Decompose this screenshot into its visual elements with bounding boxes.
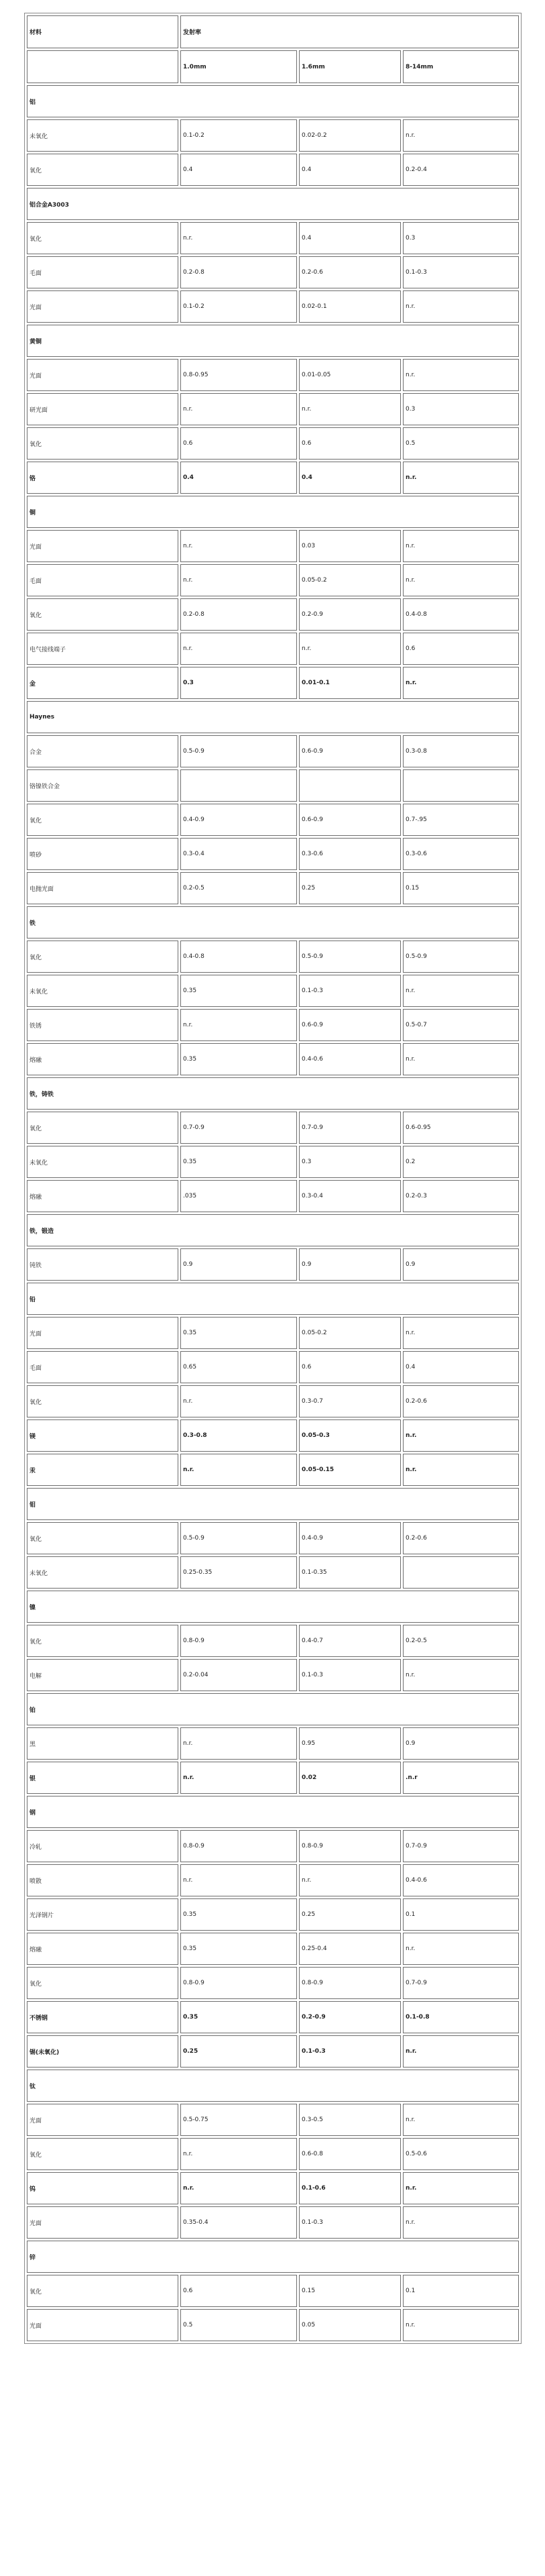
emissivity-value: n.r. xyxy=(299,393,401,425)
table-row xyxy=(27,2035,519,2068)
table-row xyxy=(27,1180,519,1212)
material-label: 熔融 xyxy=(27,1933,178,1965)
emissivity-value: 0.6-0.9 xyxy=(299,735,401,767)
emissivity-value: 0.3-0.8 xyxy=(403,735,519,767)
material-label: 电抛光面 xyxy=(27,872,178,904)
material-group-row xyxy=(27,188,519,220)
table-row xyxy=(27,1659,519,1691)
material-group-label: 钛 xyxy=(27,2070,519,2102)
material-label: 黑 xyxy=(27,1727,178,1760)
emissivity-value: n.r. xyxy=(180,1727,297,1760)
table-row xyxy=(27,154,519,186)
emissivity-value: 0.6-0.9 xyxy=(299,804,401,836)
emissivity-value: 0.2-0.4 xyxy=(403,154,519,186)
emissivity-value: 0.7-0.9 xyxy=(180,1112,297,1144)
emissivity-value: n.r. xyxy=(299,633,401,665)
material-label: 未氧化 xyxy=(27,1146,178,1178)
emissivity-value: 0.7-0.9 xyxy=(403,1830,519,1862)
table-row xyxy=(27,2172,519,2204)
table-row xyxy=(27,462,519,494)
material-group-label: 铝合金A3003 xyxy=(27,188,519,220)
emissivity-value: 0.5-0.9 xyxy=(180,1522,297,1554)
material-label: 氧化 xyxy=(27,427,178,460)
table-row xyxy=(27,1317,519,1349)
emissivity-value: 0.1-0.8 xyxy=(403,2001,519,2033)
emissivity-value: 0.1-0.3 xyxy=(299,2206,401,2239)
material-group-label: 铁 xyxy=(27,906,519,938)
material-group-row xyxy=(27,1214,519,1246)
emissivity-value: 0.9 xyxy=(403,1248,519,1281)
emissivity-value: 0.25 xyxy=(299,1898,401,1931)
material-label: 光面 xyxy=(27,290,178,323)
emissivity-value: 0.4 xyxy=(299,154,401,186)
emissivity-value: 0.03 xyxy=(299,530,401,562)
emissivity-value: 0.25 xyxy=(299,872,401,904)
table-row xyxy=(27,1351,519,1383)
material-label: 铁锈 xyxy=(27,1009,178,1041)
emissivity-value: 0.35 xyxy=(180,1317,297,1349)
emissivity-value: 0.3-0.5 xyxy=(299,2104,401,2136)
material-label: 汞 xyxy=(27,1454,178,1486)
material-label: 氧化 xyxy=(27,598,178,631)
material-label: 不锈钢 xyxy=(27,2001,178,2033)
material-group-label: 铂 xyxy=(27,1693,519,1725)
wavelength-header-1: 1.0mm xyxy=(180,50,297,83)
table-row xyxy=(27,530,519,562)
material-group-row xyxy=(27,906,519,938)
table-row xyxy=(27,1385,519,1417)
emissivity-value: 0.35 xyxy=(180,1933,297,1965)
material-group-row xyxy=(27,85,519,117)
emissivity-value: 0.2-0.6 xyxy=(299,256,401,288)
emissivity-value: 0.6 xyxy=(180,427,297,460)
material-label: 研光面 xyxy=(27,393,178,425)
emissivity-value: 0.2-0.6 xyxy=(403,1385,519,1417)
emissivity-value: 0.2-0.6 xyxy=(403,1522,519,1554)
material-label: 氧化 xyxy=(27,1112,178,1144)
material-group-row xyxy=(27,496,519,528)
table-row xyxy=(27,1248,519,1281)
emissivity-value: n.r. xyxy=(180,222,297,254)
material-label: 电解 xyxy=(27,1659,178,1691)
table-row xyxy=(27,1556,519,1589)
emissivity-value: n.r. xyxy=(403,462,519,494)
emissivity-value: 0.2-0.9 xyxy=(299,2001,401,2033)
table-row xyxy=(27,564,519,596)
emissivity-value: 0.1-0.2 xyxy=(180,119,297,152)
material-label: 氧化 xyxy=(27,2138,178,2170)
material-group-row xyxy=(27,1077,519,1110)
emissivity-value: 0.4-0.6 xyxy=(299,1043,401,1075)
material-label: 光泽钢片 xyxy=(27,1898,178,1931)
material-label: 毛面 xyxy=(27,256,178,288)
emissivity-value: 0.4-0.6 xyxy=(403,1864,519,1896)
emissivity-value: n.r. xyxy=(180,1762,297,1794)
emissivity-value: n.r. xyxy=(403,1454,519,1486)
emissivity-value: 0.9 xyxy=(299,1248,401,1281)
emissivity-value: 0.2-0.9 xyxy=(299,598,401,631)
emissivity-value: n.r. xyxy=(403,359,519,391)
table-row xyxy=(27,804,519,836)
emissivity-value: 0.35-0.4 xyxy=(180,2206,297,2239)
table-row xyxy=(27,1522,519,1554)
emissivity-value xyxy=(180,769,297,802)
header-row-1 xyxy=(27,15,519,48)
material-label: 毛面 xyxy=(27,1351,178,1383)
material-label: 钨 xyxy=(27,2172,178,2204)
emissivity-value: 0.2-0.3 xyxy=(403,1180,519,1212)
material-label: 光面 xyxy=(27,530,178,562)
emissivity-value: 0.5-0.7 xyxy=(403,1009,519,1041)
table-row xyxy=(27,222,519,254)
emissivity-value: 0.9 xyxy=(180,1248,297,1281)
emissivity-value: 0.4 xyxy=(299,462,401,494)
emissivity-value: 0.25-0.4 xyxy=(299,1933,401,1965)
emissivity-value: n.r. xyxy=(403,564,519,596)
material-header: 材料 xyxy=(27,15,178,48)
emissivity-value: 0.3-0.7 xyxy=(299,1385,401,1417)
emissivity-value: 0.8-0.9 xyxy=(180,1625,297,1657)
wavelength-header-2: 1.6mm xyxy=(299,50,401,83)
material-label: 毛面 xyxy=(27,564,178,596)
emissivity-value: n.r. xyxy=(403,1659,519,1691)
material-label: 氧化 xyxy=(27,1522,178,1554)
emissivity-value: n.r. xyxy=(403,975,519,1007)
emissivity-value: 0.4-0.9 xyxy=(180,804,297,836)
material-label: 银 xyxy=(27,1762,178,1794)
emissivity-value: 0.3-0.4 xyxy=(180,838,297,870)
emissivity-value: .035 xyxy=(180,1180,297,1212)
emissivity-value: 0.4 xyxy=(403,1351,519,1383)
emissivity-value: 0.3-0.6 xyxy=(403,838,519,870)
material-label: 氧化 xyxy=(27,941,178,973)
emissivity-value: 0.1-0.35 xyxy=(299,1556,401,1589)
material-group-row xyxy=(27,1796,519,1828)
emissivity-value: 0.01-0.05 xyxy=(299,359,401,391)
emissivity-value: 0.5 xyxy=(403,427,519,460)
emissivity-value: 0.05-0.2 xyxy=(299,564,401,596)
emissivity-value: n.r. xyxy=(180,564,297,596)
table-row xyxy=(27,598,519,631)
emissivity-value: 0.3 xyxy=(403,393,519,425)
material-group-label: 铁，铸铁 xyxy=(27,1077,519,1110)
emissivity-value: 0.25 xyxy=(180,2035,297,2068)
material-label: 氧化 xyxy=(27,1385,178,1417)
material-label: 光面 xyxy=(27,2104,178,2136)
material-group-label: 铁，锻造 xyxy=(27,1214,519,1246)
emissivity-value: 0.5-0.9 xyxy=(403,941,519,973)
table-row xyxy=(27,1009,519,1041)
emissivity-value: 0.2-0.8 xyxy=(180,598,297,631)
material-group-label: 铜 xyxy=(27,496,519,528)
material-label: 电气接线端子 xyxy=(27,633,178,665)
emissivity-value: n.r. xyxy=(403,290,519,323)
emissivity-value: 0.02 xyxy=(299,1762,401,1794)
table-row xyxy=(27,667,519,699)
emissivity-value: n.r. xyxy=(180,393,297,425)
emissivity-table xyxy=(24,13,522,2344)
table-row xyxy=(27,838,519,870)
emissivity-value xyxy=(403,769,519,802)
emissivity-value: n.r. xyxy=(403,2172,519,2204)
material-group-row xyxy=(27,701,519,733)
emissivity-value: 0.5 xyxy=(180,2309,297,2341)
emissivity-value: 0.65 xyxy=(180,1351,297,1383)
emissivity-value: 0.7-.95 xyxy=(403,804,519,836)
emissivity-value: 0.3-0.4 xyxy=(299,1180,401,1212)
material-group-label: 铝 xyxy=(27,85,519,117)
emissivity-value: 0.05-0.15 xyxy=(299,1454,401,1486)
emissivity-value: n.r. xyxy=(180,2138,297,2170)
emissivity-value: 0.2-0.5 xyxy=(403,1625,519,1657)
emissivity-value: n.r. xyxy=(403,2035,519,2068)
emissivity-value xyxy=(403,1556,519,1589)
table-row xyxy=(27,769,519,802)
table-body xyxy=(27,15,519,2341)
material-label: 光面 xyxy=(27,1317,178,1349)
table-row xyxy=(27,2309,519,2341)
emissivity-value: .n.r xyxy=(403,1762,519,1794)
material-label: 氧化 xyxy=(27,222,178,254)
emissivity-value: 0.15 xyxy=(403,872,519,904)
emissivity-value: 0.4 xyxy=(180,154,297,186)
material-label: 未氧化 xyxy=(27,975,178,1007)
material-group-row xyxy=(27,1488,519,1520)
emissivity-value: 0.8-0.9 xyxy=(299,1830,401,1862)
material-group-label: 黄铜 xyxy=(27,325,519,357)
material-group-label: 钢 xyxy=(27,1796,519,1828)
table-row xyxy=(27,735,519,767)
emissivity-value: 0.7-0.9 xyxy=(403,1967,519,1999)
emissivity-value: 0.6 xyxy=(299,1351,401,1383)
emissivity-value: n.r. xyxy=(403,119,519,152)
emissivity-value: n.r. xyxy=(403,2206,519,2239)
material-label: 光面 xyxy=(27,2309,178,2341)
emissivity-value: 0.4-0.8 xyxy=(403,598,519,631)
table-row xyxy=(27,1830,519,1862)
emissivity-value: 0.8-0.95 xyxy=(180,359,297,391)
emissivity-value: 0.3 xyxy=(180,667,297,699)
emissivity-value: 0.35 xyxy=(180,975,297,1007)
emissivity-value: 0.4-0.9 xyxy=(299,1522,401,1554)
emissivity-value: 0.8-0.9 xyxy=(180,1830,297,1862)
emissivity-value: n.r. xyxy=(180,1009,297,1041)
material-group-label: 镍 xyxy=(27,1591,519,1623)
table-row xyxy=(27,941,519,973)
material-label: 氧化 xyxy=(27,1625,178,1657)
emissivity-value: 0.5-0.9 xyxy=(299,941,401,973)
table-row xyxy=(27,1454,519,1486)
material-label: 喷散 xyxy=(27,1864,178,1896)
material-label: 光面 xyxy=(27,2206,178,2239)
material-label: 熔融 xyxy=(27,1180,178,1212)
table-row xyxy=(27,1898,519,1931)
emissivity-header: 发射率 xyxy=(180,15,519,48)
material-label: 钝铁 xyxy=(27,1248,178,1281)
emissivity-value: n.r. xyxy=(403,1317,519,1349)
material-group-row xyxy=(27,1591,519,1623)
table-row xyxy=(27,2001,519,2033)
emissivity-value: 0.6-0.9 xyxy=(299,1009,401,1041)
emissivity-value: 0.2-0.5 xyxy=(180,872,297,904)
emissivity-value: 0.15 xyxy=(299,2275,401,2307)
material-group-label: Haynes xyxy=(27,701,519,733)
emissivity-value: 0.6-0.95 xyxy=(403,1112,519,1144)
table-row xyxy=(27,393,519,425)
emissivity-value: n.r. xyxy=(403,530,519,562)
table-row xyxy=(27,2275,519,2307)
emissivity-value: 0.3 xyxy=(403,222,519,254)
material-label: 氧化 xyxy=(27,804,178,836)
emissivity-value xyxy=(299,769,401,802)
emissivity-value: 0.6 xyxy=(403,633,519,665)
table-row xyxy=(27,1762,519,1794)
emissivity-table-container xyxy=(24,13,520,2344)
table-row xyxy=(27,290,519,323)
table-row xyxy=(27,427,519,460)
material-group-row xyxy=(27,1693,519,1725)
material-label: 锡(未氧化) xyxy=(27,2035,178,2068)
table-row xyxy=(27,119,519,152)
material-group-row xyxy=(27,2241,519,2273)
material-group-row xyxy=(27,325,519,357)
emissivity-value: n.r. xyxy=(180,633,297,665)
emissivity-value: n.r. xyxy=(403,667,519,699)
emissivity-value: 0.1 xyxy=(403,2275,519,2307)
emissivity-value: 0.2-0.04 xyxy=(180,1659,297,1691)
emissivity-value: 0.4-0.8 xyxy=(180,941,297,973)
emissivity-value: n.r. xyxy=(403,2309,519,2341)
emissivity-value: 0.1-0.6 xyxy=(299,2172,401,2204)
emissivity-value: 0.05-0.3 xyxy=(299,1419,401,1452)
emissivity-value: 0.05-0.2 xyxy=(299,1317,401,1349)
emissivity-value: 0.5-0.9 xyxy=(180,735,297,767)
emissivity-value: 0.35 xyxy=(180,1043,297,1075)
emissivity-value: 0.2-0.8 xyxy=(180,256,297,288)
emissivity-value: 0.5-0.6 xyxy=(403,2138,519,2170)
header-row-2 xyxy=(27,50,519,83)
emissivity-value: 0.35 xyxy=(180,2001,297,2033)
table-row xyxy=(27,1625,519,1657)
table-row xyxy=(27,872,519,904)
emissivity-value: 0.25-0.35 xyxy=(180,1556,297,1589)
table-row xyxy=(27,1043,519,1075)
table-row xyxy=(27,1112,519,1144)
material-label: 镁 xyxy=(27,1419,178,1452)
material-label: 氧化 xyxy=(27,154,178,186)
table-row xyxy=(27,2104,519,2136)
emissivity-value: 0.35 xyxy=(180,1146,297,1178)
table-row xyxy=(27,359,519,391)
material-label: 氧化 xyxy=(27,2275,178,2307)
material-label: 未氧化 xyxy=(27,119,178,152)
table-row xyxy=(27,1146,519,1178)
material-group-label: 锌 xyxy=(27,2241,519,2273)
emissivity-value: n.r. xyxy=(180,2172,297,2204)
emissivity-value: 0.1 xyxy=(403,1898,519,1931)
emissivity-value: 0.6 xyxy=(299,427,401,460)
table-row xyxy=(27,1967,519,1999)
emissivity-value: 0.4 xyxy=(180,462,297,494)
material-label: 铬 xyxy=(27,462,178,494)
table-row xyxy=(27,975,519,1007)
material-label: 光面 xyxy=(27,359,178,391)
emissivity-value: 0.4 xyxy=(299,222,401,254)
emissivity-value: n.r. xyxy=(299,1864,401,1896)
material-label: 金 xyxy=(27,667,178,699)
emissivity-value: n.r. xyxy=(180,1454,297,1486)
material-group-label: 铅 xyxy=(27,1283,519,1315)
emissivity-value: 0.1-0.3 xyxy=(299,2035,401,2068)
table-row xyxy=(27,1419,519,1452)
emissivity-value: 0.05 xyxy=(299,2309,401,2341)
table-row xyxy=(27,633,519,665)
emissivity-value: 0.02-0.1 xyxy=(299,290,401,323)
material-label: 合金 xyxy=(27,735,178,767)
emissivity-value: 0.9 xyxy=(403,1727,519,1760)
material-label: 未氧化 xyxy=(27,1556,178,1589)
emissivity-value: 0.1-0.3 xyxy=(299,975,401,1007)
emissivity-value: n.r. xyxy=(403,2104,519,2136)
emissivity-value: 0.01-0.1 xyxy=(299,667,401,699)
emissivity-value: 0.2 xyxy=(403,1146,519,1178)
emissivity-value: n.r. xyxy=(403,1933,519,1965)
table-row xyxy=(27,2138,519,2170)
emissivity-value: n.r. xyxy=(180,530,297,562)
material-label: 氧化 xyxy=(27,1967,178,1999)
table-row xyxy=(27,1933,519,1965)
material-group-row xyxy=(27,1283,519,1315)
emissivity-value: 0.3 xyxy=(299,1146,401,1178)
table-row xyxy=(27,2206,519,2239)
emissivity-value: n.r. xyxy=(403,1419,519,1452)
table-row xyxy=(27,1727,519,1760)
emissivity-value: 0.7-0.9 xyxy=(299,1112,401,1144)
empty-header-cell xyxy=(27,50,178,83)
emissivity-value: 0.5-0.75 xyxy=(180,2104,297,2136)
wavelength-header-3: 8-14mm xyxy=(403,50,519,83)
material-label: 冷轧 xyxy=(27,1830,178,1862)
emissivity-value: 0.02-0.2 xyxy=(299,119,401,152)
emissivity-value: 0.1-0.3 xyxy=(403,256,519,288)
emissivity-value: 0.6 xyxy=(180,2275,297,2307)
material-label: 熔融 xyxy=(27,1043,178,1075)
emissivity-value: 0.8-0.9 xyxy=(180,1967,297,1999)
material-label: 喷砂 xyxy=(27,838,178,870)
emissivity-value: 0.3-0.6 xyxy=(299,838,401,870)
material-group-label: 钼 xyxy=(27,1488,519,1520)
emissivity-value: 0.3-0.8 xyxy=(180,1419,297,1452)
emissivity-value: n.r. xyxy=(180,1385,297,1417)
emissivity-value: n.r. xyxy=(180,1864,297,1896)
emissivity-value: 0.8-0.9 xyxy=(299,1967,401,1999)
material-group-row xyxy=(27,2070,519,2102)
emissivity-value: n.r. xyxy=(403,1043,519,1075)
emissivity-value: 0.95 xyxy=(299,1727,401,1760)
table-row xyxy=(27,1864,519,1896)
emissivity-value: 0.1-0.3 xyxy=(299,1659,401,1691)
emissivity-value: 0.35 xyxy=(180,1898,297,1931)
emissivity-value: 0.4-0.7 xyxy=(299,1625,401,1657)
emissivity-value: 0.6-0.8 xyxy=(299,2138,401,2170)
table-row xyxy=(27,256,519,288)
material-label: 铬镍铁合金 xyxy=(27,769,178,802)
emissivity-value: 0.1-0.2 xyxy=(180,290,297,323)
